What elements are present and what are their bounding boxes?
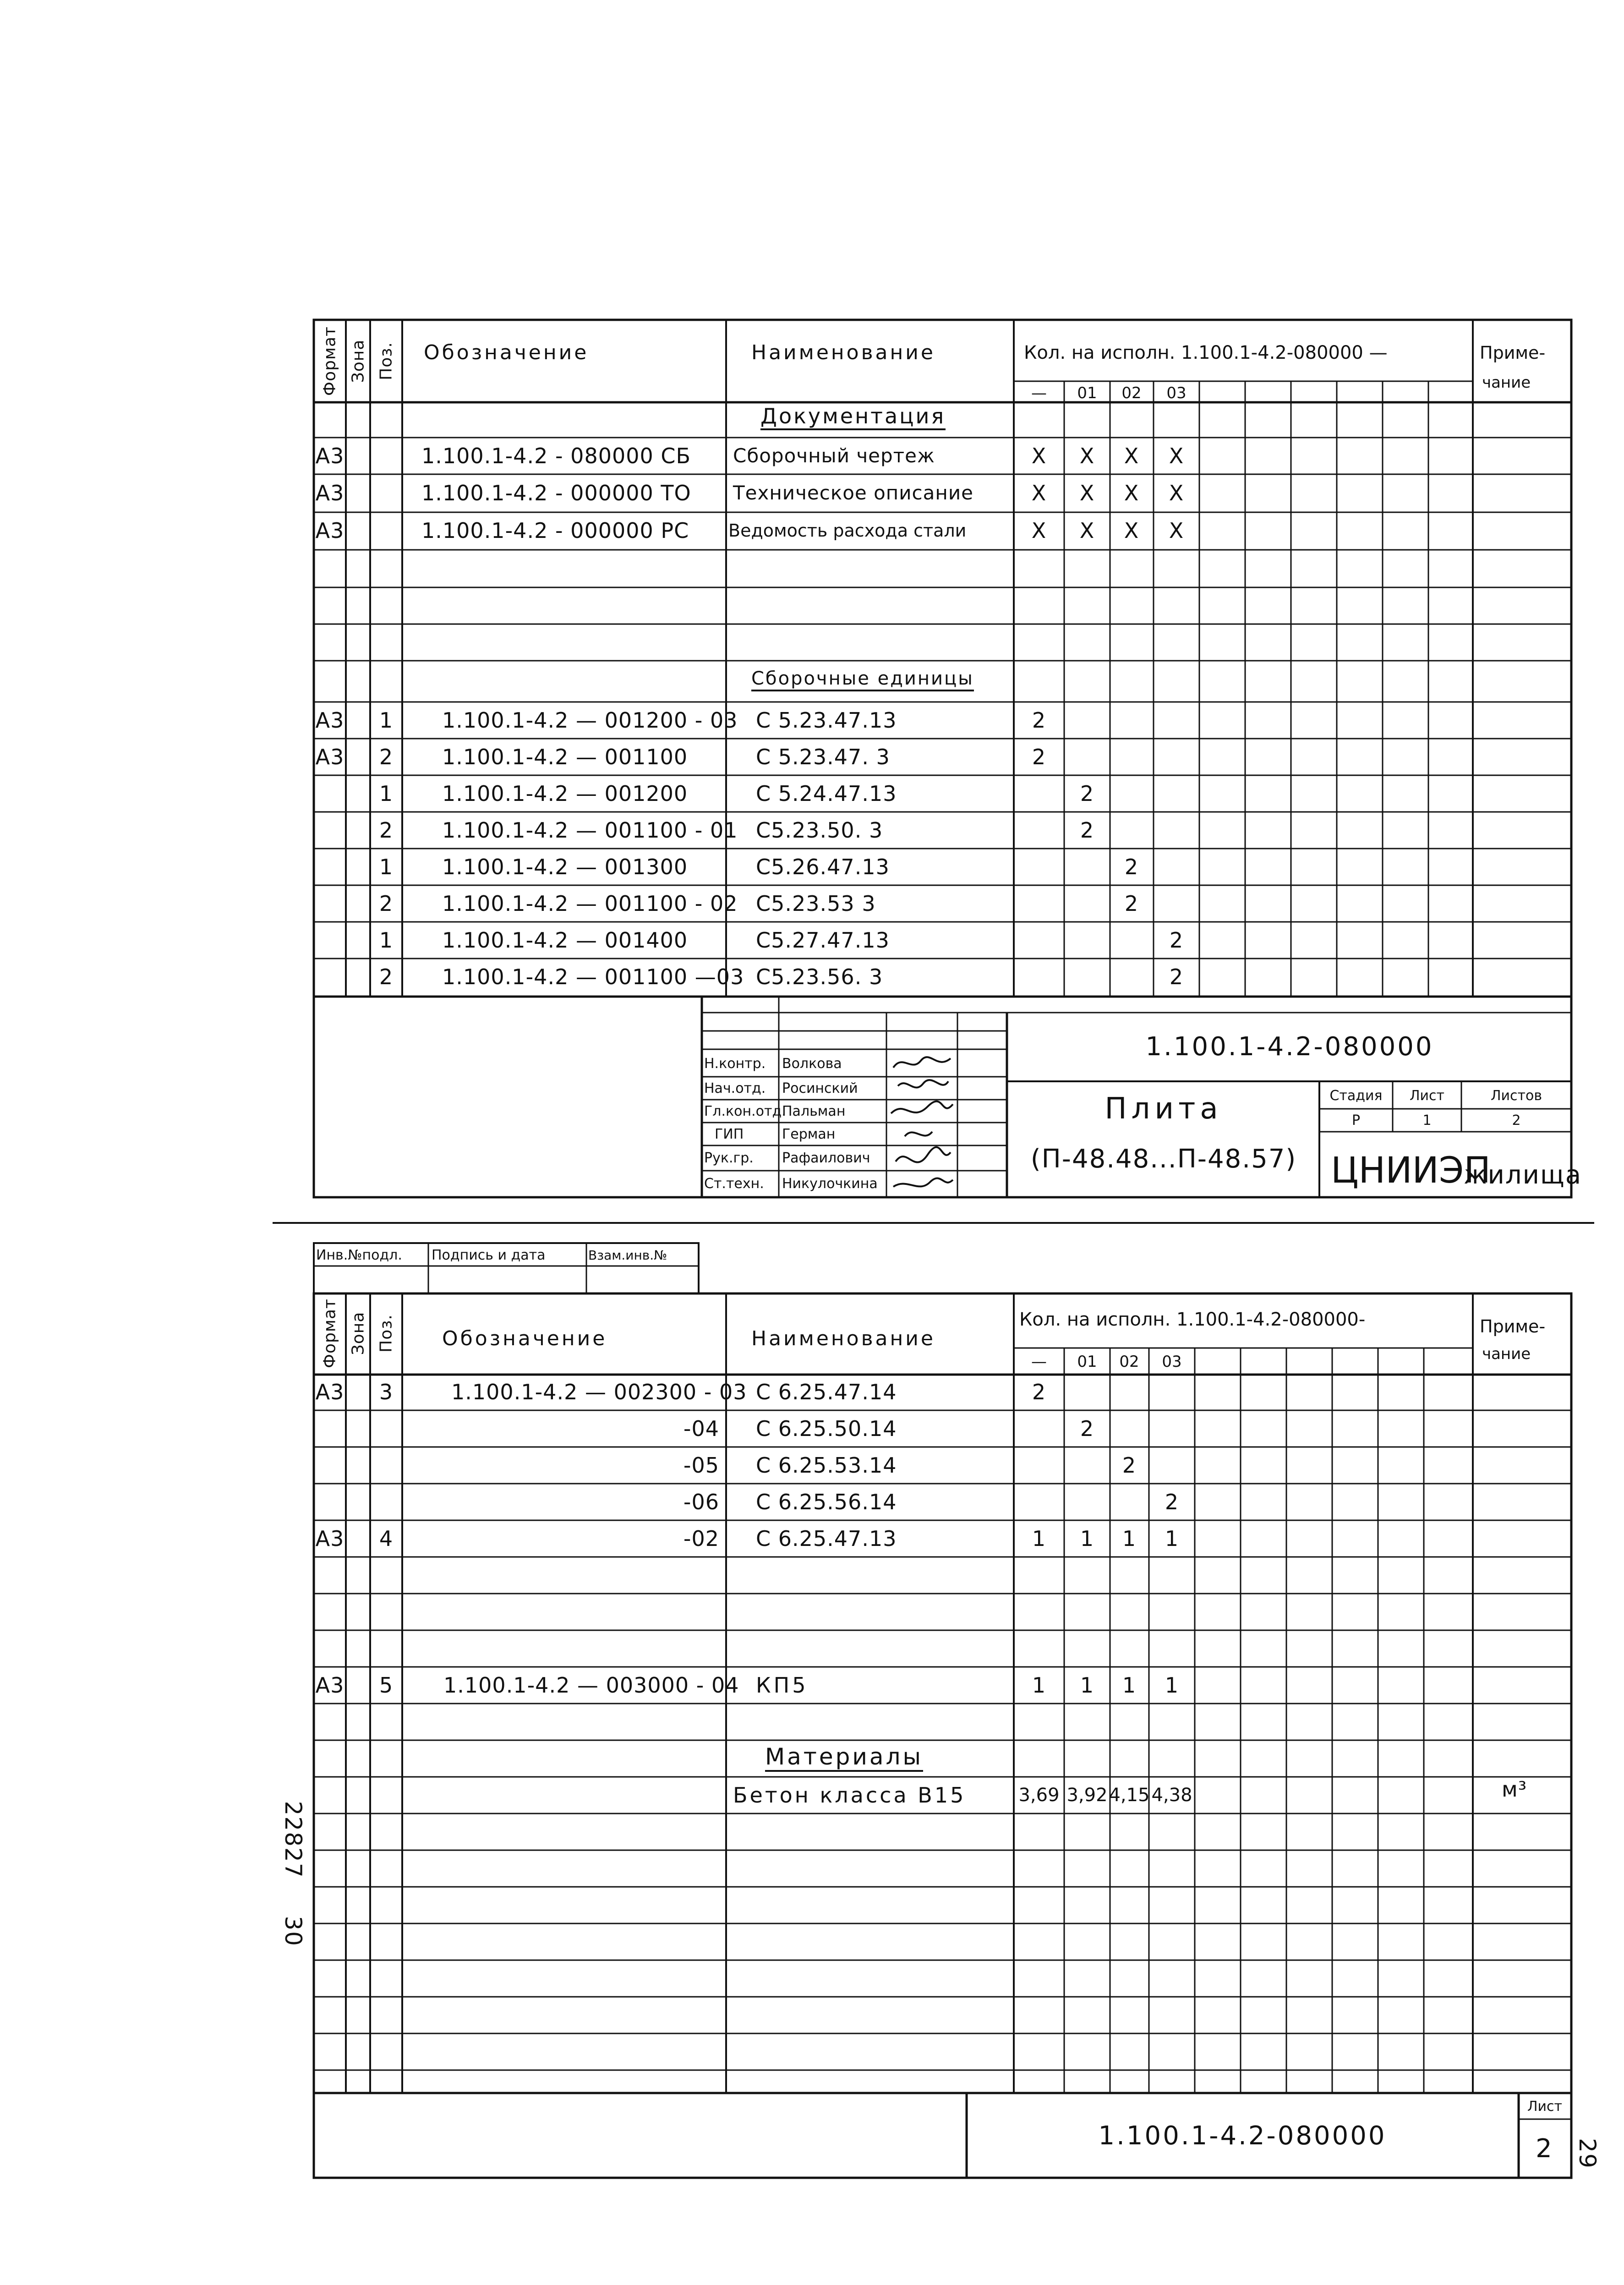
stage-value: Р [1351,1112,1361,1129]
col-name-header: Наименование [751,341,935,364]
col-note-header-2: чание [1482,1345,1531,1363]
col-zone-header: Зона [349,339,368,383]
staff-role: Рук.гр. [704,1150,754,1166]
staff-name: Пальман [782,1103,846,1119]
signature-date-label: Подпись и дата [432,1247,546,1263]
sheets-value: 2 [1512,1112,1521,1129]
col-name-header: Наименование [751,1327,935,1350]
variant-header-2: 02 [1119,1353,1139,1371]
staff-role: Гл.кон.отд. [704,1103,786,1119]
archive-number: 22827 [280,1801,306,1879]
footer-doc-number: 1.100.1-4.2-080000 [1098,2121,1387,2151]
col-format-header: Формат [320,326,339,396]
page-corner-number: 29 [1574,2138,1601,2169]
archive-sheet-number: 30 [280,1916,306,1947]
footer-sheet-label: Лист [1527,2099,1563,2115]
organization-name-suffix: жилища [1464,1160,1582,1190]
col-pos-header: Поз. [377,1314,396,1353]
variant-header-1: 01 [1077,384,1097,402]
sheets-label: Листов [1490,1088,1542,1104]
sheet-label: Лист [1409,1088,1445,1104]
inventory-number-label: Инв.№подл. [316,1247,402,1263]
title-block-title: Плита [1105,1092,1223,1126]
section-assembly-units: Сборочные единицы [751,669,974,691]
staff-name: Герман [782,1126,836,1142]
variant-header-3: 03 [1166,384,1187,402]
col-pos-header: Поз. [377,342,396,380]
col-note-header-1: Приме- [1480,1316,1546,1337]
title-block-subtitle: (П-48.48...П-48.57) [1030,1144,1297,1174]
staff-role: ГИП [715,1126,744,1142]
organization-name: ЦНИИЭП [1331,1150,1491,1191]
replacement-inventory-label: Взам.инв.№ [588,1248,667,1263]
stage-label: Стадия [1329,1088,1383,1104]
variant-header-2: 02 [1121,384,1142,402]
staff-role: Нач.отд. [704,1080,766,1096]
section-documentation: Документация [760,405,946,430]
staff-role: Н.контр. [704,1056,766,1072]
col-designation-header: Обозначение [424,341,589,364]
col-qty-header: Кол. на исполн. 1.100.1-4.2-080000 — [1024,342,1388,363]
footer-sheet-number: 2 [1536,2134,1554,2164]
staff-name: Никулочкина [782,1176,878,1192]
col-note-header-2: чание [1482,373,1531,392]
variant-header-0: — [1031,384,1047,402]
staff-name: Росинский [782,1080,858,1096]
col-qty-header: Кол. на исполн. 1.100.1-4.2-080000- [1019,1309,1366,1330]
col-note-header-1: Приме- [1480,343,1546,363]
variant-header-0: — [1031,1353,1047,1371]
sheet-value: 1 [1422,1112,1432,1129]
staff-name: Рафаилович [782,1150,870,1166]
section-materials: Материалы [765,1745,923,1772]
variant-header-3: 03 [1162,1353,1182,1371]
col-zone-header: Зона [349,1311,368,1355]
col-format-header: Формат [320,1298,339,1369]
staff-name: Волкова [782,1056,842,1072]
col-designation-header: Обозначение [442,1327,607,1350]
title-block-doc-number: 1.100.1-4.2-080000 [1145,1032,1434,1062]
variant-header-1: 01 [1077,1353,1097,1371]
staff-role: Ст.техн. [704,1176,764,1192]
